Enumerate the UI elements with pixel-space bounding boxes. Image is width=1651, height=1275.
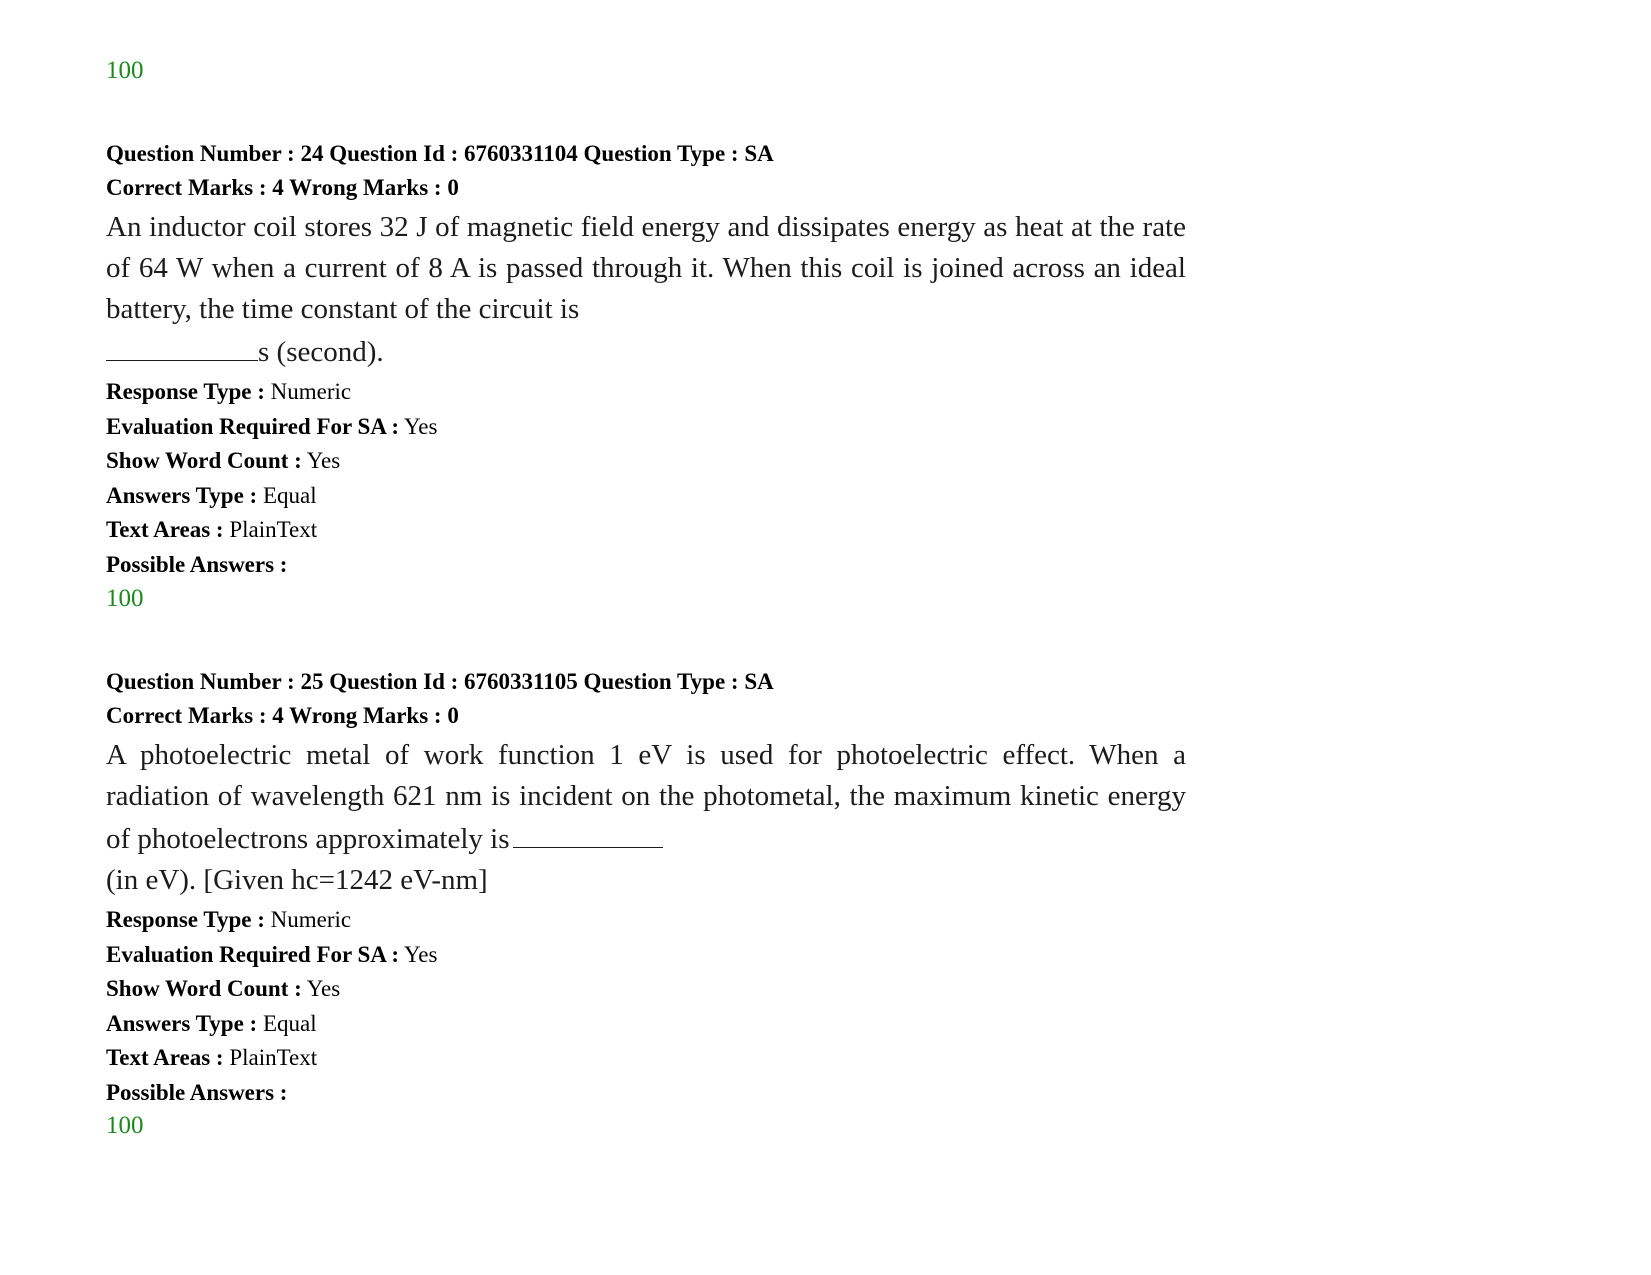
- field-show-word-count: Show Word Count : Yes: [106, 976, 341, 1001]
- field-response-type: Response Type : Numeric: [106, 907, 352, 932]
- question-header: Question Number : 24 Question Id : 6760331104 Question Type : SA: [106, 141, 774, 166]
- question-text: [106, 735, 1186, 901]
- question-block-24: [106, 137, 1186, 582]
- question-text-tail: s (second).: [258, 336, 384, 368]
- answer-blank: [106, 330, 258, 361]
- field-show-word-count: Show Word Count : Yes: [106, 448, 341, 473]
- question-text-tail: (in eV). [Given hc=1242 eV-nm]: [106, 864, 488, 896]
- question-block-25: [106, 665, 1186, 1110]
- question-text: [106, 207, 1186, 373]
- field-response-type: Response Type : Numeric: [106, 379, 352, 404]
- question-marks: Correct Marks : 4 Wrong Marks : 0: [106, 703, 459, 728]
- answer-blank: [513, 817, 663, 848]
- question-marks: Correct Marks : 4 Wrong Marks : 0: [106, 175, 459, 200]
- possible-answer-value: 100: [106, 57, 144, 84]
- field-text-areas: Text Areas : PlainText: [106, 517, 318, 542]
- field-answers-type: Answers Type : Equal: [106, 482, 317, 508]
- possible-answer-value: 100: [106, 585, 144, 612]
- field-answers-type: Answers Type : Equal: [106, 1010, 317, 1036]
- question-text-main: A photoelectric metal of work function 1 eV is used for photoelectric effect. When a radiation of wavelength 621 nm is incident on the photometal, the maximum kinetic energy of photoelectrons approximately is: [106, 739, 1186, 855]
- question-text-main: An inductor coil stores 32 J of magnetic field energy and dissipates energy as heat at the rate of 64 W when a current of 8 A is passed through it. When this coil is joined across an ideal battery, the time constant of the circuit is: [106, 211, 1186, 325]
- question-header: Question Number : 25 Question Id : 6760331105 Question Type : SA: [106, 669, 774, 694]
- field-evaluation-required: Evaluation Required For SA : Yes: [106, 941, 438, 967]
- field-evaluation-required: Evaluation Required For SA : Yes: [106, 413, 438, 439]
- possible-answer-value: 100: [106, 1112, 144, 1139]
- field-text-areas: Text Areas : PlainText: [106, 1045, 318, 1070]
- field-possible-answers: Possible Answers :: [106, 1079, 288, 1105]
- field-possible-answers: Possible Answers :: [106, 551, 288, 577]
